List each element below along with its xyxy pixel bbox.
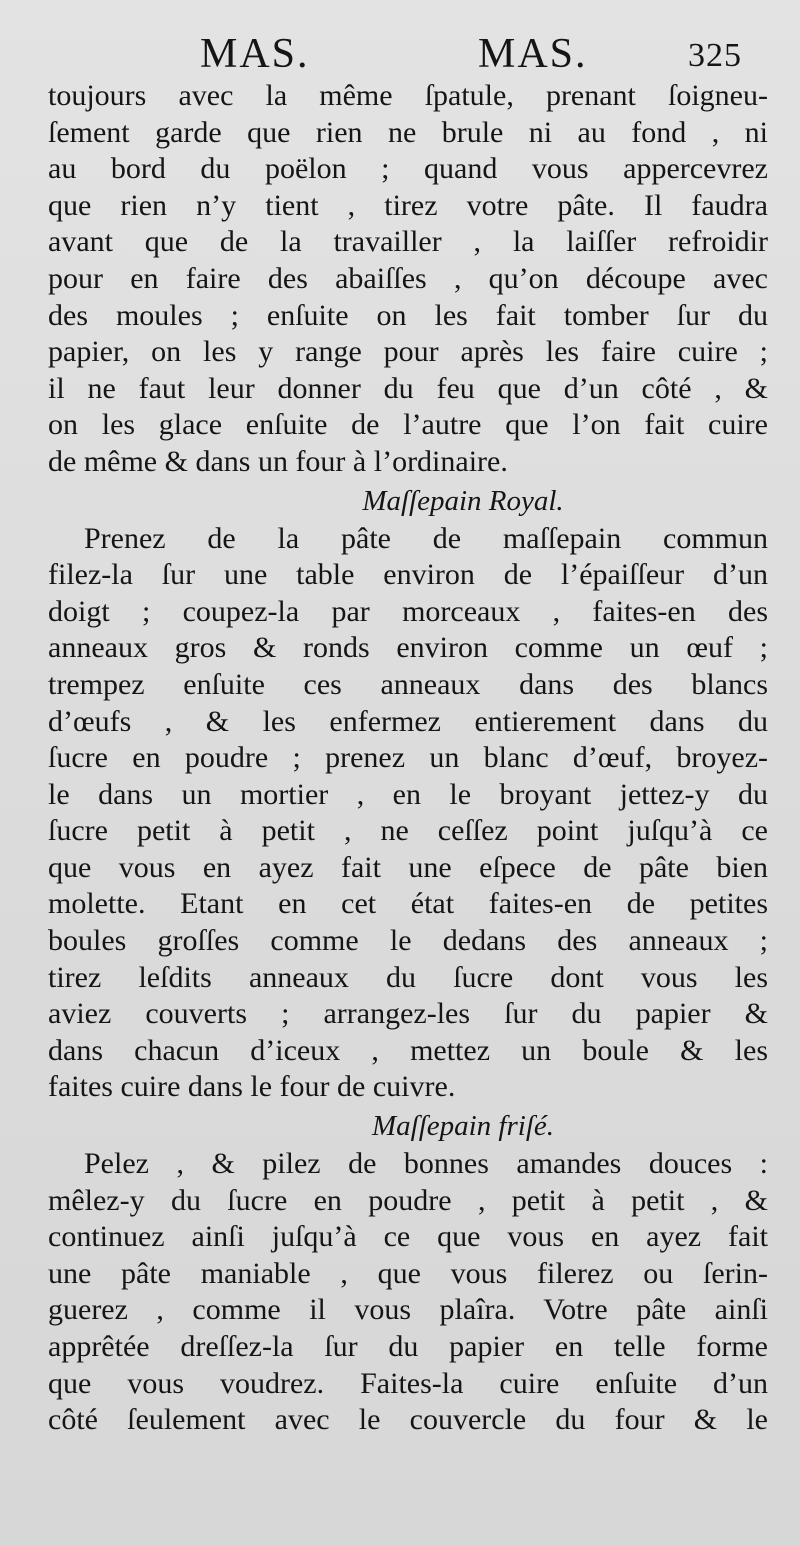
running-header [0, 30, 800, 80]
text-line: guerez , comme il vous plaîra. Votre pâte ainſi [48, 1293, 768, 1327]
text-line: ſement garde que rien ne brule ni au fond , ni [48, 115, 768, 149]
text-line: que vous en ayez fait une eſpece de pâte bien [48, 850, 768, 884]
text-line: toujours avec la même ſpatule, prenant ſoigneu- [48, 79, 768, 112]
text-line: continuez ainſi juſqu’à ce que vous en ayez fait [48, 1220, 768, 1254]
text-line: filez-la ſur une table environ de l’épaiſſeur d’un [48, 558, 768, 592]
text-line: au bord du poëlon ; quand vous appercevrez [48, 152, 768, 186]
text-line: avant que de la travailler , la laiſſer refroidir [48, 225, 768, 259]
running-head-left: MAS. [200, 31, 310, 77]
text-line: Prenez de la pâte de maſſepain commun [84, 521, 768, 555]
text-line: que rien n’y tient , tirez votre pâte. Il faudra [48, 188, 768, 222]
text-line: aviez couverts ; arrangez-les ſur du papier & [48, 997, 768, 1031]
text-line: molette. Etant en cet état faites-en de petites [48, 887, 768, 921]
text-line: anneaux gros & ronds environ comme un œuf ; [48, 631, 768, 665]
text-line: ſucre en poudre ; prenez un blanc d’œuf, broyez- [48, 741, 768, 775]
text-line: papier, on les y range pour après les faire cuire ; [48, 335, 768, 369]
text-line: mêlez-y du ſucre en poudre , petit à petit , & [48, 1183, 768, 1217]
section-heading: Maſſepain Royal. [362, 484, 564, 517]
text-line: de même & dans un four à l’ordinaire. [48, 444, 508, 478]
text-line: tirez leſdits anneaux du ſucre dont vous les [48, 960, 768, 994]
running-head-right: MAS. [478, 31, 588, 77]
text-line: côté ſeulement avec le couvercle du four & le [48, 1403, 768, 1437]
text-line: boules groſſes comme le dedans des anneaux ; [48, 924, 768, 958]
text-line: dans chacun d’iceux , mettez un boule & les [48, 1033, 768, 1067]
text-line: on les glace enſuite de l’autre que l’on fait cuire [48, 408, 768, 442]
text-line: que vous voudrez. Faites-la cuire enſuite d’un [48, 1366, 768, 1400]
text-line: Pelez , & pilez de bonnes amandes douces : [84, 1147, 768, 1181]
text-line: faites cuire dans le four de cuivre. [48, 1070, 456, 1104]
text-line: des moules ; enſuite on les fait tomber ſur du [48, 298, 768, 332]
text-line: ſucre petit à petit , ne ceſſez point juſqu’à ce [48, 814, 768, 848]
text-line: doigt ; coupez-la par morceaux , faites-en des [48, 594, 768, 628]
text-line: pour en faire des abaiſſes , qu’on découpe avec [48, 261, 768, 295]
page-number: 325 [688, 37, 742, 74]
text-line: trempez enſuite ces anneaux dans des blancs [48, 667, 768, 701]
body-text [48, 78, 768, 1439]
text-line: d’œufs , & les enfermez entierement dans du [48, 704, 768, 738]
section-heading: Maſſepain friſé. [371, 1110, 555, 1143]
text-line: une pâte maniable , que vous filerez ou ſerin- [48, 1256, 768, 1290]
text-line: apprêtée dreſſez-la ſur du papier en telle forme [48, 1330, 768, 1363]
text-line: le dans un mortier , en le broyant jettez-y du [48, 777, 768, 811]
text-line: il ne faut leur donner du feu que d’un côté , & [48, 371, 768, 405]
